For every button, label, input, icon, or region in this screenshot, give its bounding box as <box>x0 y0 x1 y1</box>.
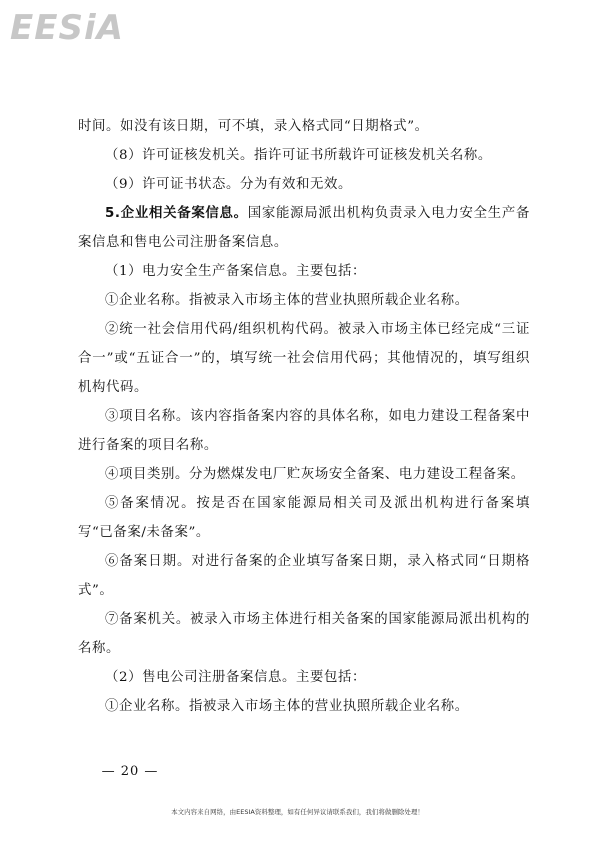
paragraph-text: ④项目类别。分为燃煤发电厂贮灰场安全备案、电力建设工程备案。 <box>105 467 525 482</box>
footer-note: 本文内容来自网络，由EESIA资料整理，如有任何异议请联系我们，我们将做删除处理！ <box>171 808 424 816</box>
paragraph-text: ②统一社会信用代码/组织机构代码。被录入市场主体已经完成“三证合一”或“五证合一”的，填写统一社会信用代码；其他情况的，填写组织机构代码。 <box>78 322 530 395</box>
paragraph-10 <box>78 489 530 547</box>
paragraph-text: 时间。如没有该日期，可不填，录入格式同“日期格式”。 <box>78 119 429 134</box>
paragraph-9 <box>78 460 530 489</box>
paragraph-6 <box>78 286 530 315</box>
paragraph-2 <box>78 141 530 170</box>
paragraph-text: ③项目名称。该内容指备案内容的具体名称，如电力建设工程备案中进行备案的项目名称。 <box>78 409 530 453</box>
section-heading: 5.企业相关备案信息。 <box>105 206 248 221</box>
paragraph-4 <box>78 199 530 257</box>
paragraph-7 <box>78 315 530 402</box>
paragraph-text: （2）售电公司注册备案信息。主要包括： <box>105 670 366 685</box>
paragraph-text: ⑤备案情况。按是否在国家能源局相关司及派出机构进行备案填写“已备案/未备案”。 <box>78 496 530 540</box>
paragraph-14 <box>78 692 530 721</box>
paragraph-text: （9）许可证书状态。分为有效和无效。 <box>105 177 352 192</box>
paragraph-5 <box>78 257 530 286</box>
paragraph-11 <box>78 547 530 605</box>
paragraph-text: ①企业名称。指被录入市场主体的营业执照所载企业名称。 <box>105 699 469 714</box>
document-body <box>78 112 530 721</box>
paragraph-13 <box>78 663 530 692</box>
paragraph-text: （1）电力安全生产备案信息。主要包括： <box>105 264 366 279</box>
paragraph-12 <box>78 605 530 663</box>
paragraph-text: 国家能源局派出机构负责录入电力安全生产备案信息和售电公司注册备案信息。 <box>78 206 530 250</box>
page-number: — 20 — <box>101 764 159 779</box>
paragraph-text: ⑥备案日期。对进行备案的企业填写备案日期，录入格式同“日期格式”。 <box>78 554 530 598</box>
paragraph-text: ⑦备案机关。被录入市场主体进行相关备案的国家能源局派出机构的名称。 <box>78 612 530 656</box>
paragraph-1 <box>78 112 530 141</box>
paragraph-text: ①企业名称。指被录入市场主体的营业执照所载企业名称。 <box>105 293 469 308</box>
paragraph-text: （8）许可证核发机关。指许可证书所载许可证核发机关名称。 <box>105 148 492 163</box>
paragraph-3 <box>78 170 530 199</box>
eesia-logo: EESiA <box>10 8 124 48</box>
paragraph-8 <box>78 402 530 460</box>
